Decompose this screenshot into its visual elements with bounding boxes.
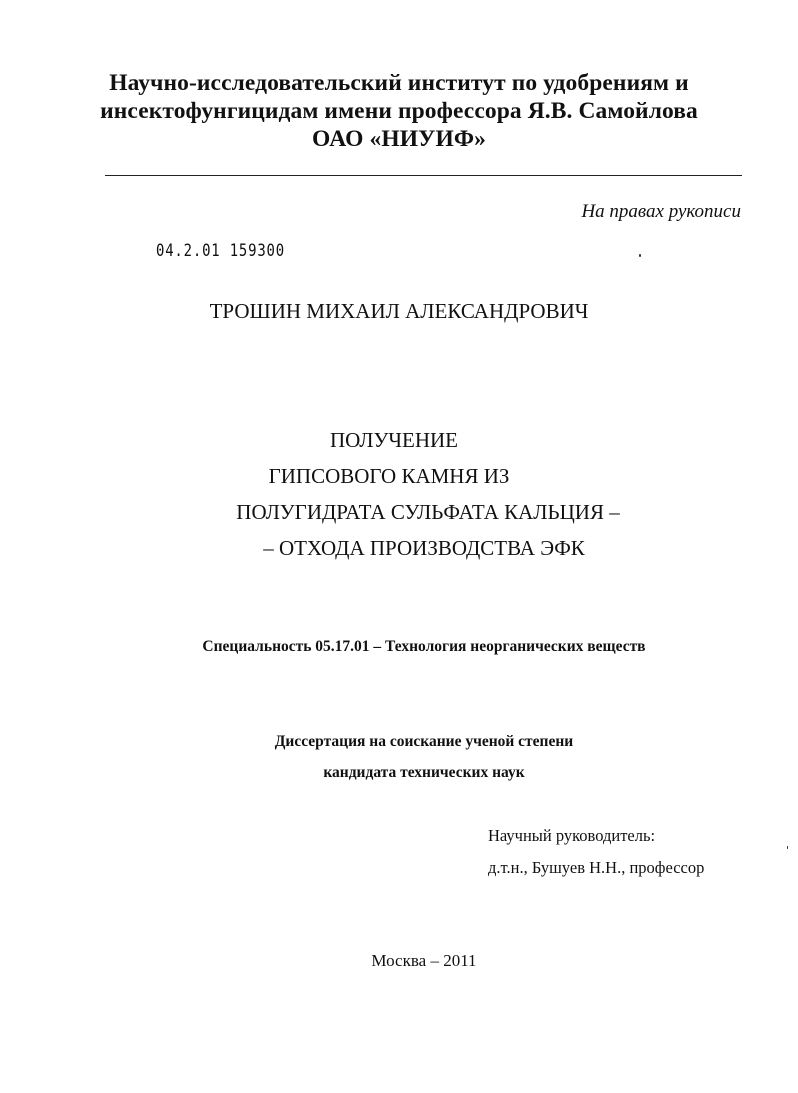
title-line-4: – ОТХОДА ПРОИЗВОДСТВА ЭФК bbox=[263, 536, 585, 560]
supervisor-label: Научный руководитель: bbox=[488, 826, 656, 845]
place-year: Москва – 2011 bbox=[371, 951, 477, 970]
author-name: ТРОШИН МИХАИЛ АЛЕКСАНДРОВИЧ bbox=[209, 299, 589, 323]
degree-line-1: Диссертация на соискание ученой степени bbox=[274, 733, 574, 750]
institution-line-1: Научно-исследовательский институт по удобрениям и bbox=[109, 70, 689, 96]
institution-line-2: инсектофунгицидам имени профессора Я.В. Самойлова bbox=[100, 98, 698, 124]
scan-speck bbox=[639, 254, 641, 257]
supervisor-name: д.т.н., Бушуев Н.Н., профессор bbox=[488, 858, 705, 877]
title-line-3: ПОЛУГИДРАТА СУЛЬФАТА КАЛЬЦИЯ – bbox=[236, 500, 620, 524]
title-line-2: ГИПСОВОГО КАМНЯ ИЗ bbox=[268, 464, 510, 488]
rights-note: На правах рукописи bbox=[581, 201, 741, 222]
institution-line-3: ОАО «НИУИФ» bbox=[312, 126, 486, 152]
registration-stamp: 04.2.01 159300 bbox=[156, 241, 285, 261]
header-divider bbox=[105, 175, 742, 176]
degree-line-2: кандидата технических наук bbox=[323, 764, 525, 781]
title-line-1: ПОЛУЧЕНИЕ bbox=[329, 428, 459, 452]
scan-speck-2 bbox=[787, 846, 788, 849]
specialty: Специальность 05.17.01 – Технология неорганических веществ bbox=[202, 638, 646, 655]
